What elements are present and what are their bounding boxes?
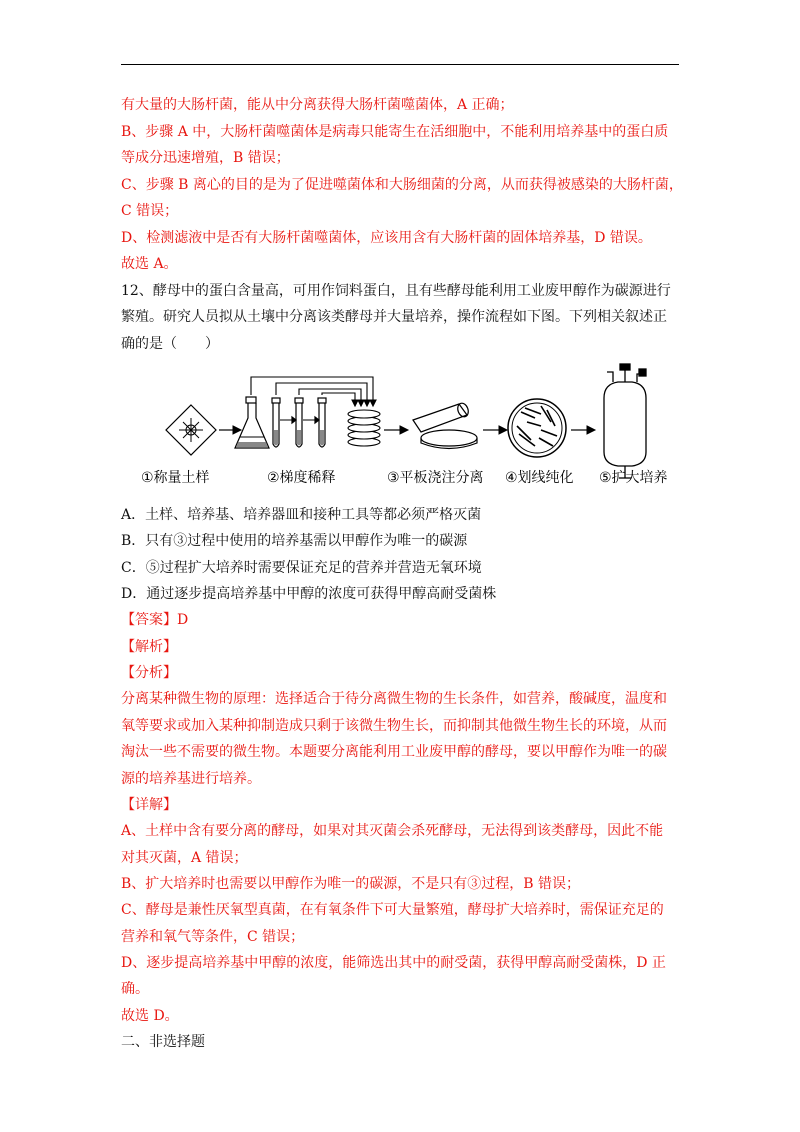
- text-line: 故选 A。: [121, 256, 178, 272]
- text-line: 氧等要求或加入某种抑制造成只剩于该微生物生长，而抑制其他微生物生长的环境，从而: [121, 717, 667, 734]
- text-line: D、检测滤液中是否有大肠杆菌噬菌体，应该用含有大肠杆菌的固体培养基，D 错误。: [121, 229, 652, 246]
- soil-sample-icon: [166, 405, 216, 455]
- arrow-icon: [483, 426, 507, 434]
- text-line: 对其灭菌，A 错误；: [121, 849, 248, 866]
- text-line: A．土样、培养基、培养器皿和接种工具等都必须严格灭菌: [121, 507, 482, 523]
- text-line: 分离某种微生物的原理：选择适合于待分离微生物的生长条件，如营养，酸碱度，温度和: [121, 691, 667, 708]
- text-line: 繁殖。研究人员拟从土壤中分离该类酵母并大量培养，操作流程如下图。下列相关叙述正: [121, 309, 667, 325]
- text-line: 等成分迅速增殖，B 错误；: [121, 150, 290, 166]
- text-line: 【答案】D: [121, 612, 189, 629]
- text-line: B、扩大培养时也需要以甲醇作为唯一的碳源，不是只有③过程，B 错误；: [121, 875, 581, 892]
- text-line: 【解析】: [121, 638, 177, 655]
- text-line: C、步骤 B 离心的目的是为了促进噬菌体和大肠细菌的分离，从而获得被感染的大肠杆菌，: [121, 176, 683, 193]
- text-line: A、土样中含有要分离的酵母，如果对其灭菌会杀死酵母，无法得到该类酵母，因此不能: [121, 823, 664, 840]
- header-rule: [121, 64, 679, 65]
- text-line: 源的培养基进行培养。: [121, 770, 261, 787]
- transfer-lines: [251, 377, 376, 406]
- text-line: 确的是（ ）: [121, 335, 219, 352]
- test-tubes-icon: [272, 398, 326, 447]
- conical-flask-icon: [235, 397, 269, 448]
- step-label-4: ④划线纯化: [505, 470, 574, 486]
- step-label-3: ③平板浇注分离: [387, 470, 484, 486]
- text-line: B．只有③过程中使用的培养基需以甲醇作为唯一的碳源: [121, 533, 468, 550]
- text-line: 故选 D。: [121, 1007, 179, 1024]
- step-label-1: ①称量土样: [141, 470, 210, 486]
- text-line: 有大量的大肠杆菌，能从中分离获得大肠杆菌噬菌体，A 正确；: [121, 97, 514, 113]
- pour-plate-icon: [413, 402, 477, 449]
- text-line: 【分析】: [121, 665, 177, 682]
- process-flow-figure: [121, 360, 681, 490]
- fermenter-icon: [604, 364, 646, 478]
- text-line: D、逐步提高培养基中甲醇的浓度，能筛选出其中的耐受菌，获得甲醇高耐受菌株，D 正: [121, 954, 666, 971]
- plate-stack-icon: [348, 410, 380, 446]
- arrow-icon: [219, 426, 241, 434]
- step-label-5: ⑤扩大培养: [599, 470, 668, 486]
- arrow-icon: [384, 426, 408, 434]
- text-line: 淘汰一些不需要的微生物。本题要分离能利用工业废甲醇的酵母，要以甲醇作为唯一的碳: [121, 744, 667, 761]
- text-line: C 错误；: [121, 203, 179, 219]
- text-line: C、酵母是兼性厌氧型真菌，在有氧条件下可大量繁殖，酵母扩大培养时，需保证充足的: [121, 902, 664, 919]
- text-line: 确。: [121, 981, 149, 998]
- text-line: 营养和氧气等条件，C 错误；: [121, 928, 305, 945]
- text-line: 12、酵母中的蛋白含量高，可用作饲料蛋白，且有些酵母能利用工业废甲醇作为碳源进行: [121, 282, 671, 299]
- text-line: D．通过逐步提高培养基中甲醇的浓度可获得甲醇高耐受菌株: [121, 586, 497, 603]
- streak-plate-icon: [508, 399, 566, 457]
- text-line: B、步骤 A 中，大肠杆菌噬菌体是病毒只能寄生在活细胞中，不能利用培养基中的蛋白质: [121, 123, 669, 140]
- text-line: C．⑤过程扩大培养时需要保证充足的营养并营造无氧环境: [121, 559, 482, 576]
- text-line: 【详解】: [121, 796, 177, 813]
- arrow-icon: [571, 426, 595, 434]
- text-line: 二、非选择题: [121, 1034, 205, 1050]
- step-label-2: ②梯度稀释: [267, 470, 336, 486]
